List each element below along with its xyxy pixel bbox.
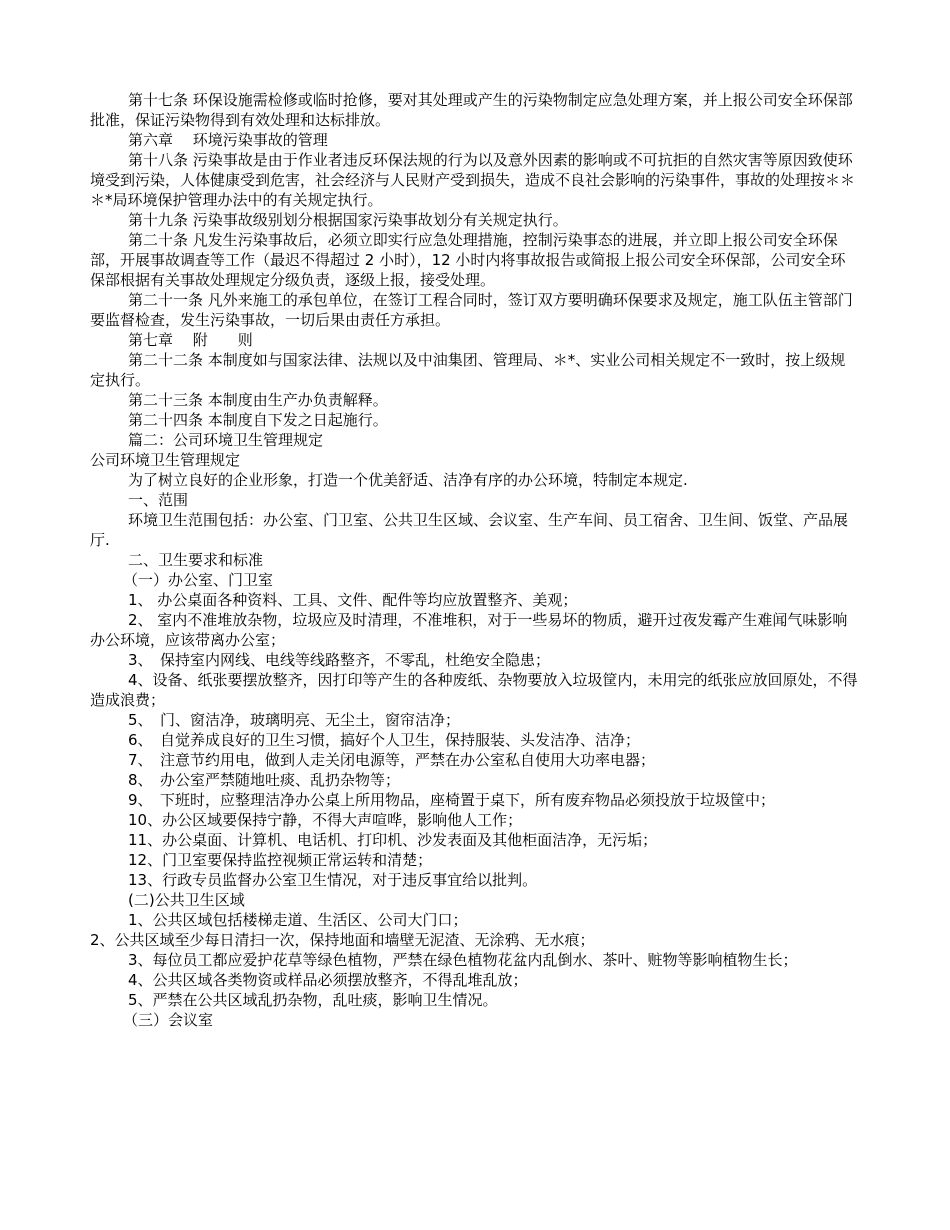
paragraph: 12、门卫室要保持监控视频正常运转和清楚；: [128, 851, 433, 869]
paragraph: 10、办公区域要保持宁静，不得大声喧哗，影响他人工作；: [128, 811, 523, 829]
paragraph: 第二十条 凡发生污染事故后，必须立即实行应急处理措施，控制污染事态的进展，并立即上报公司安全环保部，开展事故调查等工作（最迟不得超过 2 小时），12 小时内将事故报告或简报上报公司安全环保部，公司安全环保部根据有关事故处理规定分级负责，逐级上报，接受处理。: [90, 231, 846, 289]
paragraph: 2、 室内不准堆放杂物，垃圾应及时清理，不准堆积，对于一些易坏的物质，避开过夜发霉产生难闻气味影响办公环境，应该带离办公室；: [90, 611, 848, 649]
paragraph: 第二十四条 本制度自下发之日起施行。: [128, 411, 388, 429]
paragraph: 6、 自觉养成良好的卫生习惯，搞好个人卫生，保持服装、头发洁净、洁净；: [128, 731, 641, 749]
paragraph: 2、公共区域至少每日清扫一次，保持地面和墙壁无泥渣、无涂鸦、无水痕；: [90, 931, 595, 949]
paragraph: 篇二：公司环境卫生管理规定: [128, 431, 324, 449]
paragraph: 为了树立良好的企业形象，打造一个优美舒适、洁净有序的办公环境，特制定本规定.: [128, 471, 688, 489]
paragraph: 7、 注意节约用电，做到人走关闭电源等，严禁在办公室私自使用大功率电器；: [128, 751, 656, 769]
paragraph: 第二十三条 本制度由生产办负责解释。: [128, 391, 388, 409]
paragraph: 第十八条 污染事故是由于作业者违反环保法规的行为以及意外因素的影响或不可抗拒的自然灾害等原因致使环境受到污染，人体健康受到危害，社会经济与人民财产受到损失，造成不良社会影响的污染事件，事故的处理按＊＊＊*局环境保护管理办法中的有关规定执行。: [90, 151, 856, 209]
paragraph: 1、公共区域包括楼梯走道、生活区、公司大门口；: [128, 911, 468, 929]
paragraph: 环境卫生范围包括：办公室、门卫室、公共卫生区域、会议室、生产车间、员工宿舍、卫生间、饭堂、产品展厅.: [90, 511, 849, 549]
paragraph: 4、设备、纸张要摆放整齐，因打印等产生的各种废纸、杂物要放入垃圾筐内，未用完的纸张应放回原处，不得造成浪费；: [90, 671, 858, 709]
paragraph: （三）会议室: [123, 1011, 214, 1029]
paragraph: 5、严禁在公共区域乱扔杂物，乱吐痰，影响卫生情况。: [128, 991, 498, 1009]
paragraph: 一、范围: [128, 491, 189, 509]
paragraph: 第十七条 环保设施需检修或临时抢修，要对其处理或产生的污染物制定应急处理方案，并上报公司安全环保部批准，保证污染物得到有效处理和达标排放。: [90, 91, 853, 129]
document-body: [90, 90, 860, 1030]
paragraph: 二、卫生要求和标准: [128, 551, 264, 569]
paragraph: 3、 保持室内网线、电线等线路整齐，不零乱，杜绝安全隐患；: [128, 651, 551, 669]
paragraph: 第七章 附 则: [128, 331, 253, 349]
paragraph: 第十九条 污染事故级别划分根据国家污染事故划分有关规定执行。: [128, 211, 568, 229]
paragraph: 第二十一条 凡外来施工的承包单位，在签订工程合同时，签订双方要明确环保要求及规定，施工队伍主管部门要监督检查，发生污染事故，一切后果由责任方承担。: [90, 291, 853, 329]
paragraph: 1、 办公桌面各种资料、工具、文件、配件等均应放置整齐、美观；: [128, 591, 578, 609]
paragraph: 第六章 环境污染事故的管理: [128, 131, 328, 149]
paragraph: 8、 办公室严禁随地吐痰、乱扔杂物等；: [128, 771, 401, 789]
paragraph: 4、公共区域各类物资或样品必须摆放整齐，不得乱堆乱放；: [128, 971, 528, 989]
paragraph: 第二十二条 本制度如与国家法律、法规以及中油集团、管理局、＊*、实业公司相关规定不一致时，按上级规定执行。: [90, 351, 846, 389]
paragraph: (二)公共卫生区域: [128, 891, 245, 909]
paragraph: 13、行政专员监督办公室卫生情况，对于违反事宜给以批判。: [128, 871, 538, 889]
paragraph: 3、每位员工都应爱护花草等绿色植物，严禁在绿色植物花盆内乱倒水、茶叶、赃物等影响植物生长；: [128, 951, 798, 969]
paragraph: （一）办公室、门卫室: [123, 571, 274, 589]
paragraph: 5、 门、窗洁净，玻璃明亮、无尘土，窗帘洁净；: [128, 711, 461, 729]
paragraph: 9、 下班时，应整理洁净办公桌上所用物品，座椅置于桌下，所有废弃物品必须投放于垃圾筐中；: [128, 791, 776, 809]
paragraph: 公司环境卫生管理规定: [90, 451, 241, 469]
paragraph: 11、办公桌面、计算机、电话机、打印机、沙发表面及其他柜面洁净，无污垢；: [128, 831, 658, 849]
